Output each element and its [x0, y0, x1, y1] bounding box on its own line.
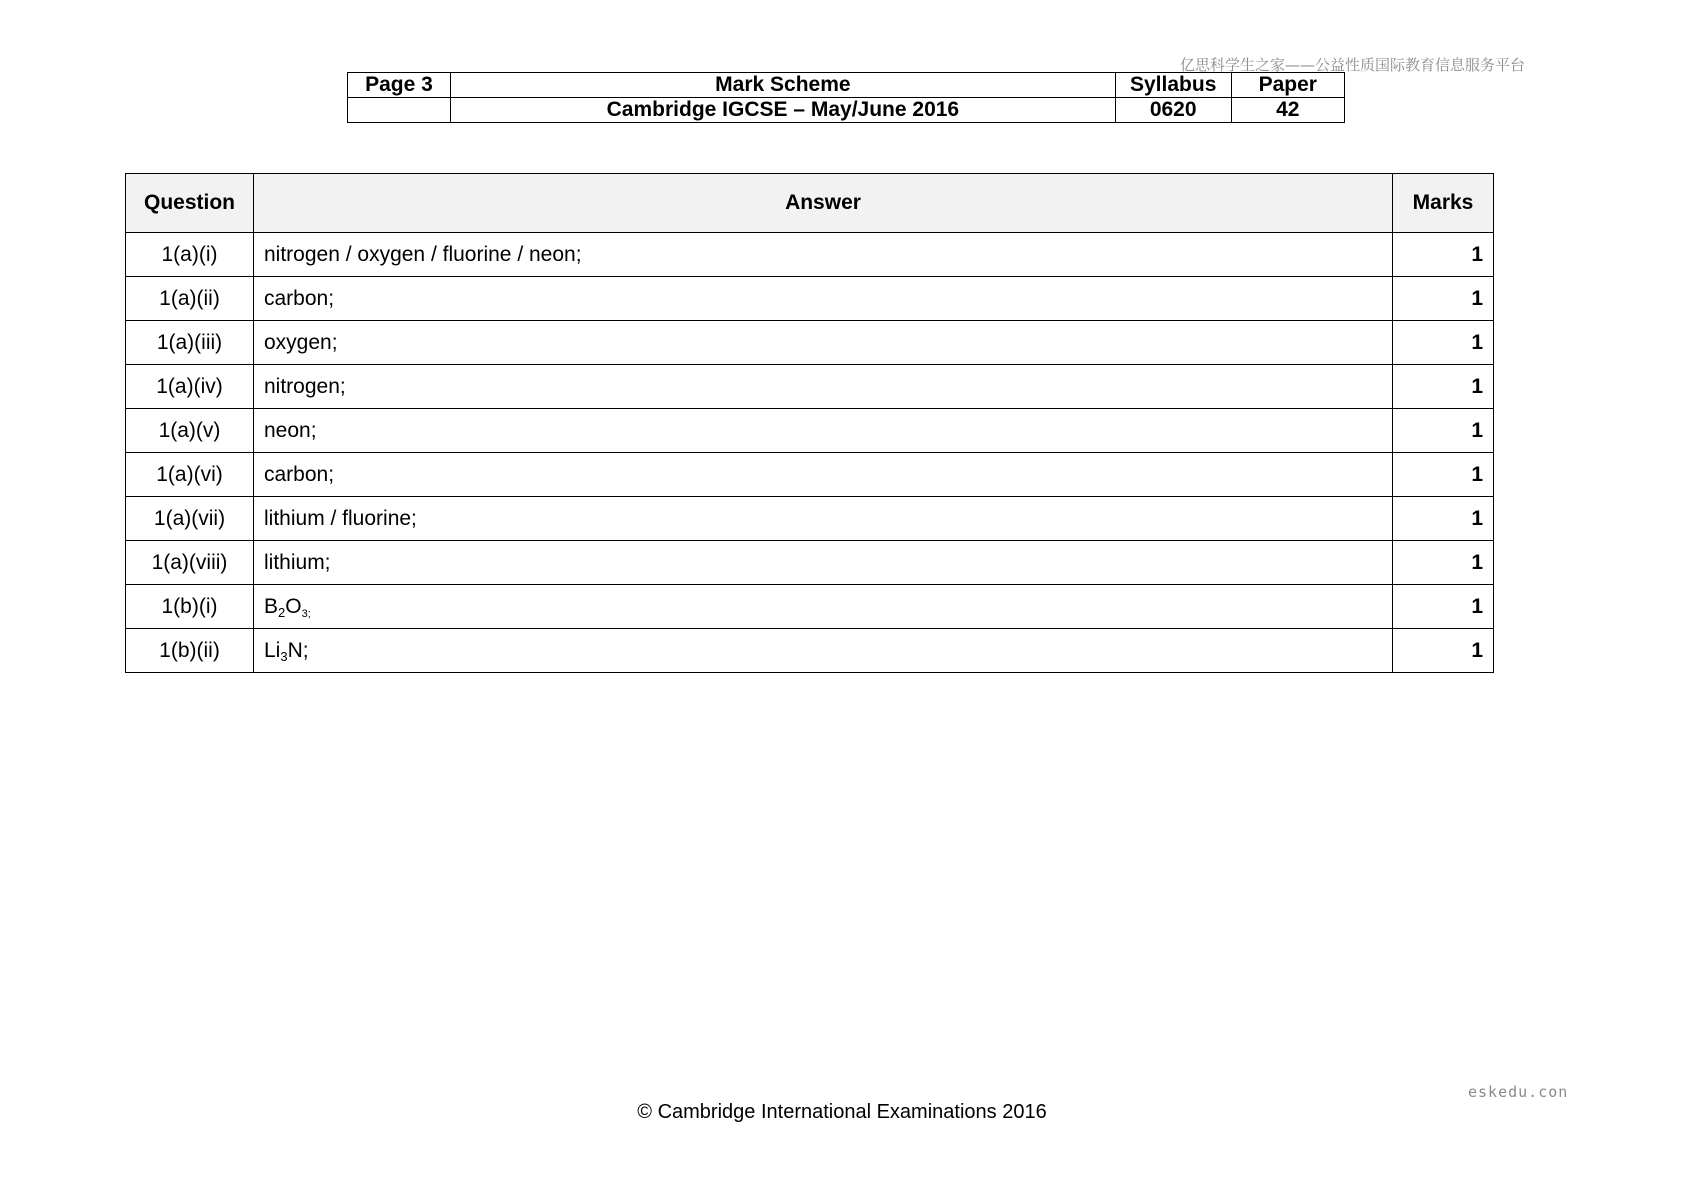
formula-subscript: 2 [278, 604, 286, 620]
marks-cell: 1 [1393, 321, 1494, 365]
table-row [126, 365, 1494, 409]
table-row [126, 629, 1494, 673]
marks-cell: 1 [1393, 233, 1494, 277]
question-cell: 1(a)(v) [126, 409, 254, 453]
answer-cell: nitrogen; [254, 365, 1393, 409]
question-cell: 1(a)(i) [126, 233, 254, 277]
formula-element-n: N; [287, 638, 309, 662]
marks-cell: 1 [1393, 453, 1494, 497]
marks-cell: 1 [1393, 365, 1494, 409]
formula-subscript: 3 [280, 648, 288, 664]
formula-element-o: O [285, 594, 302, 618]
question-cell: 1(a)(ii) [126, 277, 254, 321]
paper-value: 42 [1231, 98, 1345, 123]
formula-subscript: 3; [301, 607, 311, 620]
marks-cell: 1 [1393, 409, 1494, 453]
answer-cell: oxygen; [254, 321, 1393, 365]
answer-cell: lithium / fluorine; [254, 497, 1393, 541]
question-cell: 1(a)(viii) [126, 541, 254, 585]
formula-element-b: B [264, 594, 279, 618]
answer-cell: carbon; [254, 277, 1393, 321]
table-row [126, 233, 1494, 277]
answer-cell: nitrogen / oxygen / fluorine / neon; [254, 233, 1393, 277]
syllabus-label: Syllabus [1115, 73, 1231, 98]
marks-cell: 1 [1393, 629, 1494, 673]
table-row [126, 409, 1494, 453]
question-cell: 1(a)(iv) [126, 365, 254, 409]
mark-scheme-table [125, 173, 1494, 673]
syllabus-value: 0620 [1115, 98, 1231, 123]
question-cell: 1(b)(ii) [126, 629, 254, 673]
answer-cell: carbon; [254, 453, 1393, 497]
answer-cell: neon; [254, 409, 1393, 453]
table-row [126, 497, 1494, 541]
table-row [126, 541, 1494, 585]
answer-cell-formula [254, 629, 1393, 673]
marks-cell: 1 [1393, 497, 1494, 541]
header-subtitle: Cambridge IGCSE – May/June 2016 [450, 98, 1115, 123]
table-row [126, 321, 1494, 365]
paper-label: Paper [1231, 73, 1345, 98]
answer-cell-formula [254, 585, 1393, 629]
column-header-marks: Marks [1393, 174, 1494, 233]
question-cell: 1(a)(vii) [126, 497, 254, 541]
header-title: Mark Scheme [450, 73, 1115, 98]
question-cell: 1(a)(vi) [126, 453, 254, 497]
marks-cell: 1 [1393, 277, 1494, 321]
table-row [126, 277, 1494, 321]
column-header-question: Question [126, 174, 254, 233]
question-cell: 1(b)(i) [126, 585, 254, 629]
table-row [126, 585, 1494, 629]
table-row [126, 453, 1494, 497]
formula-element-li: Li [264, 638, 281, 662]
marks-cell: 1 [1393, 585, 1494, 629]
answer-cell: lithium; [254, 541, 1393, 585]
table-header-row [126, 174, 1494, 233]
watermark-top-text: 亿思科学生之家——公益性质国际教育信息服务平台 [1180, 56, 1526, 74]
page-label: Page 3 [348, 73, 451, 98]
page-header-table [347, 72, 1345, 123]
page-blank-cell [348, 98, 451, 123]
column-header-answer: Answer [254, 174, 1393, 233]
footer-copyright: © Cambridge International Examinations 2016 [637, 1101, 1047, 1123]
question-cell: 1(a)(iii) [126, 321, 254, 365]
marks-cell: 1 [1393, 541, 1494, 585]
watermark-bottom-text: eskedu.con [1468, 1083, 1569, 1101]
